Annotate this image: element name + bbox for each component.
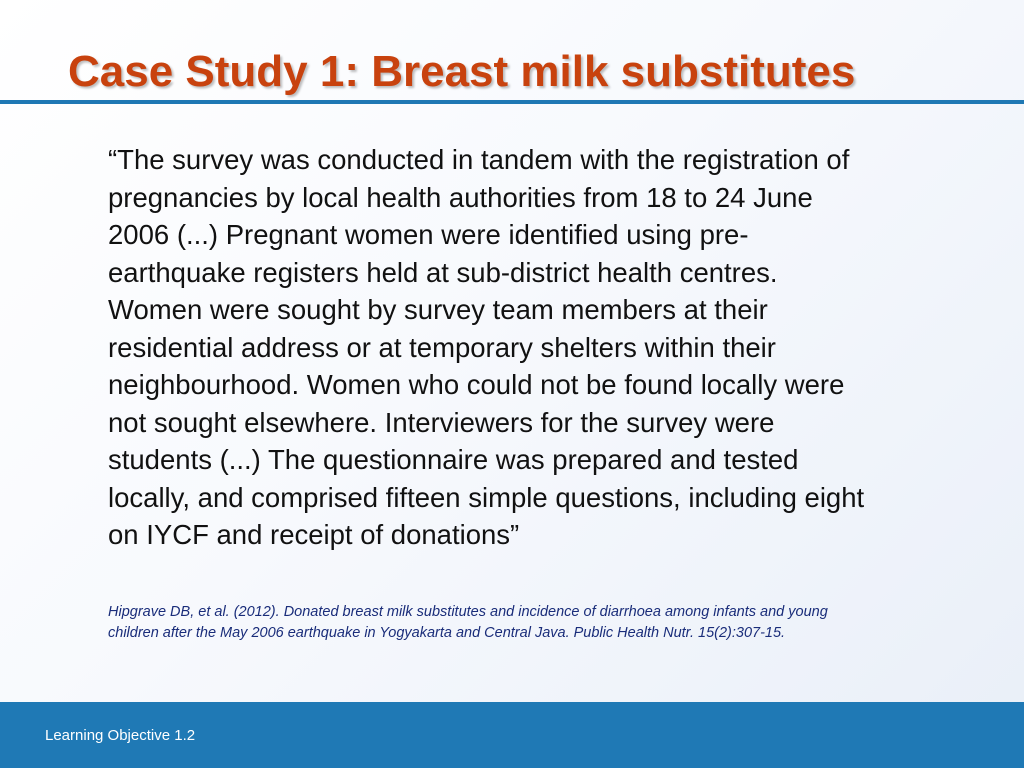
slide-title: Case Study 1: Breast milk substitutes (68, 47, 856, 96)
quote-line: 2006 (...) Pregnant women were identified using pre- (108, 219, 749, 250)
quote-line: “The survey was conducted in tandem with the registration of (108, 144, 850, 175)
footer-bar (0, 702, 1024, 768)
quote-line: residential address or at temporary shelters within their (108, 331, 776, 363)
quote-text (108, 141, 988, 554)
quote-line: students (...) The questionnaire was prepared and tested (108, 444, 799, 475)
quote-line: Women were sought by survey team members at their (108, 294, 768, 325)
quote-line: pregnancies by local health authorities from 18 to 24 June (108, 181, 813, 213)
quote-line: not sought elsewhere. Interviewers for the survey were (108, 406, 775, 438)
title-divider (0, 100, 1024, 104)
learning-objective-label: Learning Objective 1.2 (45, 727, 196, 744)
quote-line: neighbourhood. Women who could not be found locally were (108, 369, 845, 400)
quote-line: earthquake registers held at sub-district health centres. (108, 256, 778, 288)
citation-line: Hipgrave DB, et al. (2012). Donated breast milk substitutes and incidence of diarrhoea among infants and young (108, 604, 828, 620)
citation-line: children after the May 2006 earthquake in Yogyakarta and Central Java. Public Health Nutr. 15(2):307-15. (108, 625, 786, 641)
citation (108, 602, 988, 644)
quote-line: locally, and comprised fifteen simple questions, including eight (108, 481, 865, 513)
quote-line: on IYCF and receipt of donations” (108, 519, 520, 550)
